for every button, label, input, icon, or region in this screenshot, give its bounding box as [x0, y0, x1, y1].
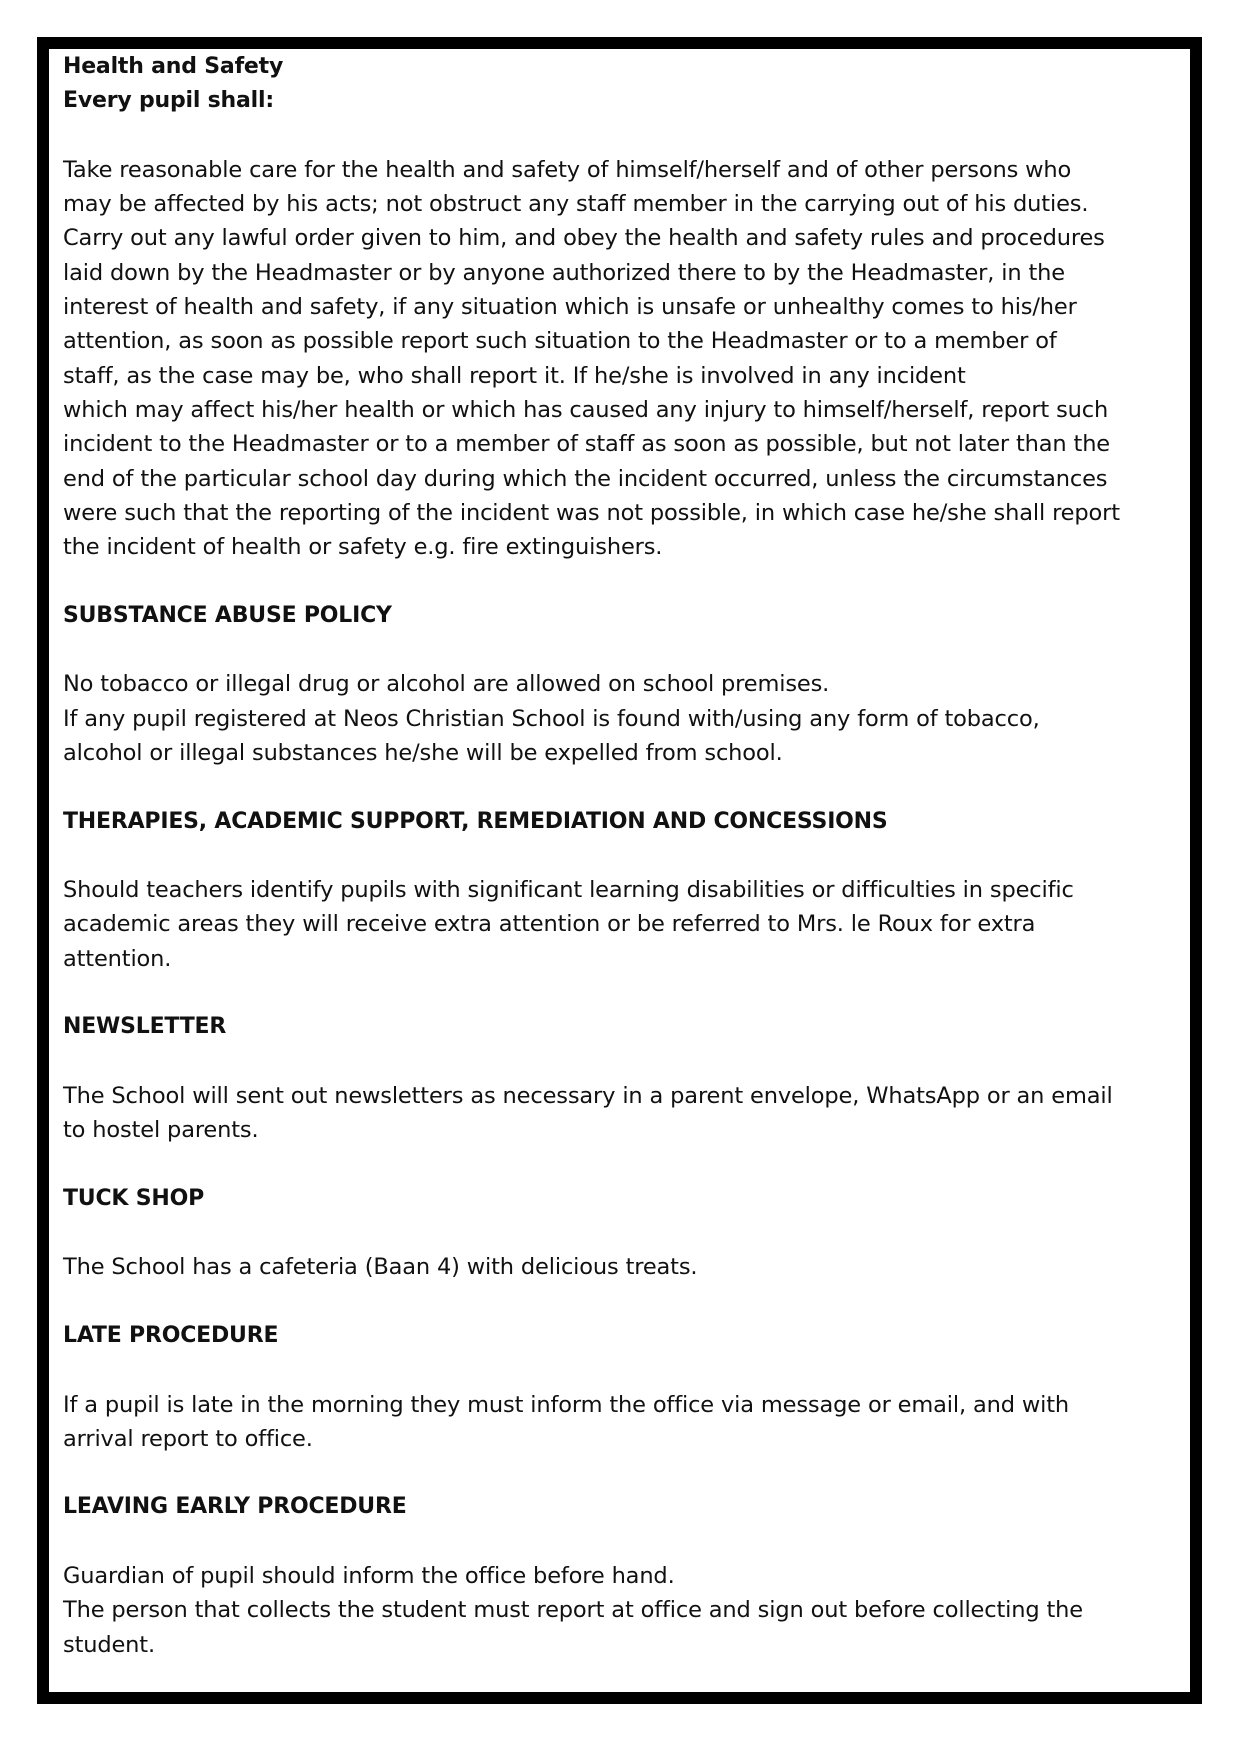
- text-line: incident to the Headmaster or to a member of staff as soon as possible, but not later than the: [63, 431, 1111, 458]
- text-line: No tobacco or illegal drug or alcohol are allowed on school premises.: [63, 671, 830, 698]
- text-line: Carry out any lawful order given to him, and obey the health and safety rules and procedures: [63, 225, 1105, 252]
- text-line: to hostel parents.: [63, 1117, 259, 1144]
- section-heading-tuck-shop: TUCK SHOP: [63, 1185, 205, 1211]
- text-line: The School has a cafeteria (Baan 4) with delicious treats.: [63, 1254, 698, 1281]
- text-line: Should teachers identify pupils with significant learning disabilities or difficulties in specific: [63, 877, 1074, 904]
- text-line: The School will sent out newsletters as necessary in a parent envelope, WhatsApp or an email: [63, 1082, 1113, 1109]
- text-line: If a pupil is late in the morning they must inform the office via message or email, and with: [63, 1391, 1070, 1418]
- text-line: interest of health and safety, if any situation which is unsafe or unhealthy comes to his/her: [63, 294, 1077, 321]
- text-line: alcohol or illegal substances he/she will be expelled from school.: [63, 739, 783, 766]
- document-body: [63, 50, 1193, 1662]
- paragraph-therapies: [63, 873, 1193, 976]
- text-line: laid down by the Headmaster or by anyone authorized there to by the Headmaster, in the: [63, 259, 1065, 286]
- section-heading-leaving-early: LEAVING EARLY PROCEDURE: [63, 1494, 407, 1520]
- text-line: end of the particular school day during which the incident occurred, unless the circumstances: [63, 465, 1108, 492]
- text-line: arrival report to office.: [63, 1425, 313, 1452]
- section-heading-newsletter: NEWSLETTER: [63, 1014, 227, 1040]
- section-subtitle-every-pupil: Every pupil shall:: [63, 88, 274, 114]
- paragraph-substance-abuse: [63, 667, 1193, 770]
- text-line: staff, as the case may be, who shall report it. If he/she is involved in any incident: [63, 362, 966, 389]
- text-line: attention.: [63, 945, 172, 972]
- paragraph-health-safety: [63, 153, 1193, 565]
- text-line: student.: [63, 1631, 155, 1658]
- section-title-health-safety: Health and Safety: [63, 54, 284, 79]
- text-line: The person that collects the student must report at office and sign out before collecting the: [63, 1597, 1083, 1624]
- paragraph-leaving-early: [63, 1559, 1193, 1662]
- text-line: attention, as soon as possible report such situation to the Headmaster or to a member of: [63, 328, 1057, 355]
- paragraph-tuck-shop: [63, 1250, 1193, 1284]
- text-line: academic areas they will receive extra attention or be referred to Mrs. le Roux for extra: [63, 911, 1036, 938]
- paragraph-newsletter: [63, 1079, 1193, 1148]
- section-heading-substance-abuse: SUBSTANCE ABUSE POLICY: [63, 602, 392, 628]
- text-line: which may affect his/her health or which has caused any injury to himself/herself, report such: [63, 396, 1109, 423]
- paragraph-late-procedure: [63, 1388, 1193, 1457]
- section-heading-late-procedure: LATE PROCEDURE: [63, 1322, 279, 1348]
- text-line: Guardian of pupil should inform the office before hand.: [63, 1563, 675, 1590]
- text-line: were such that the reporting of the incident was not possible, in which case he/she shall report: [63, 499, 1120, 526]
- text-line: Take reasonable care for the health and safety of himself/herself and of other persons who: [63, 156, 1072, 183]
- section-heading-therapies: THERAPIES, ACADEMIC SUPPORT, REMEDIATION AND CONCESSIONS: [63, 808, 888, 834]
- text-line: If any pupil registered at Neos Christian School is found with/using any form of tobacco,: [63, 705, 1040, 732]
- text-line: the incident of health or safety e.g. fire extinguishers.: [63, 534, 663, 561]
- text-line: may be affected by his acts; not obstruct any staff member in the carrying out of his duties.: [63, 191, 1089, 218]
